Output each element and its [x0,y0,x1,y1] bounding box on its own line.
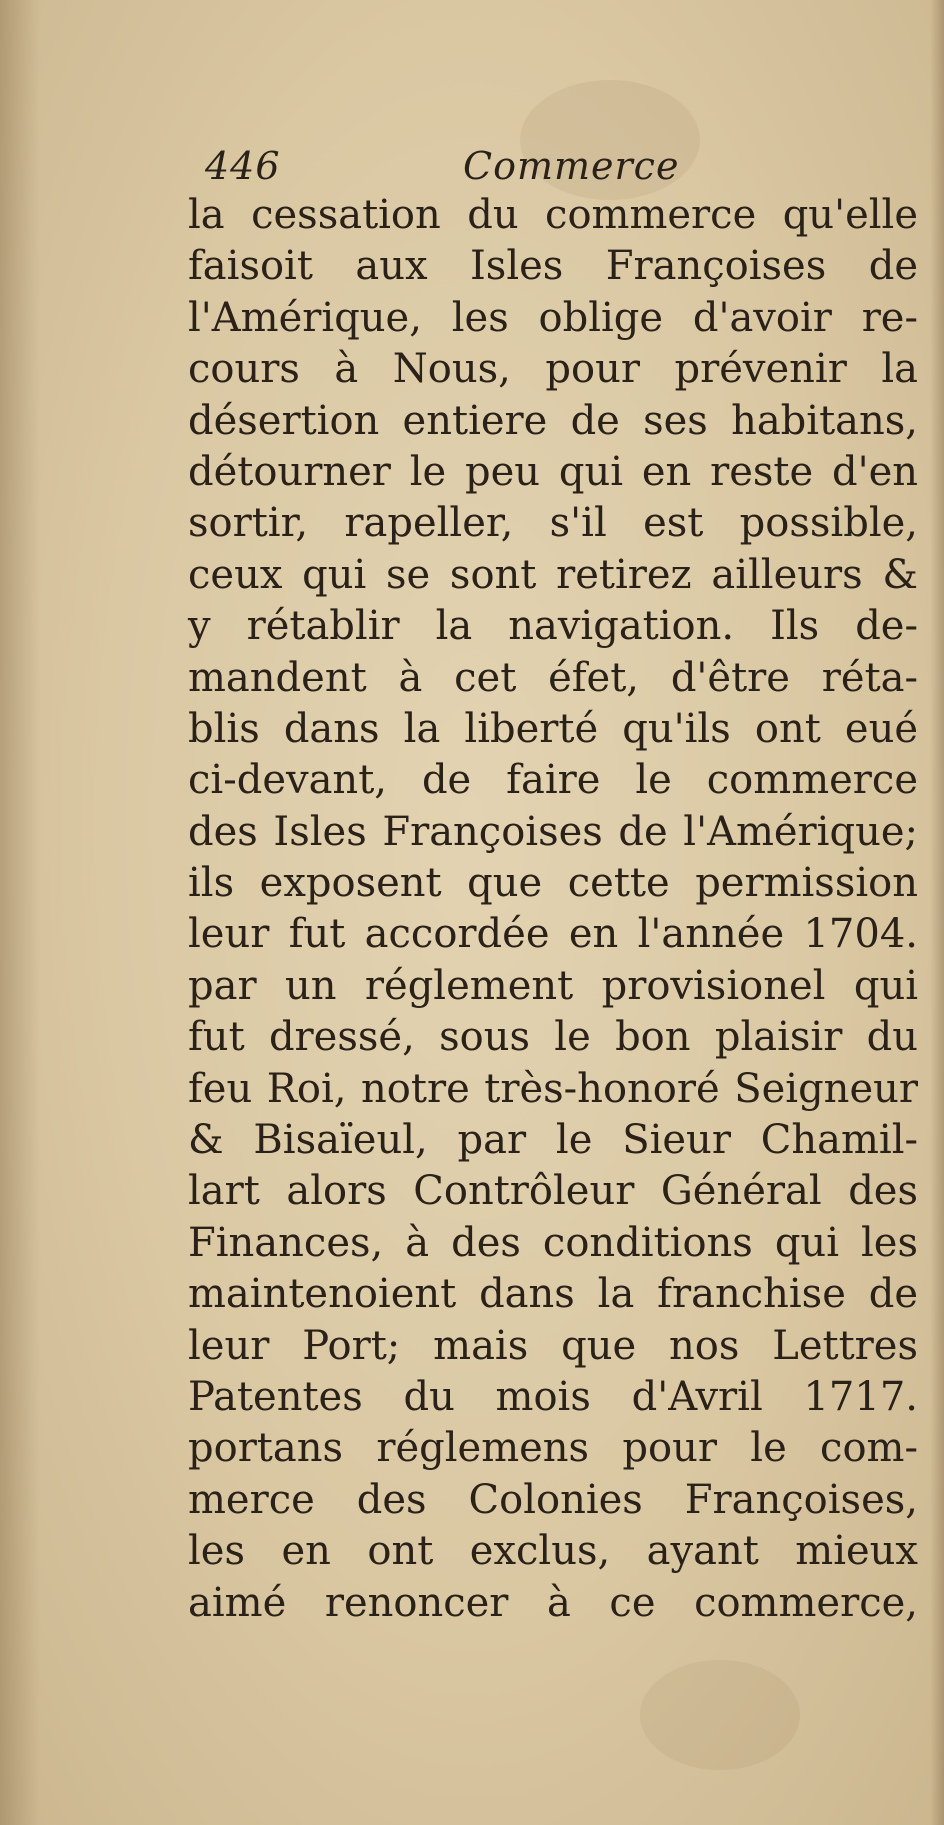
body-text [188,190,918,1629]
text-line: Finances, à des conditions qui les [188,1219,918,1266]
text-line: y rétablir la navigation. Ils de- [188,603,918,650]
text-line: sortir, rapeller, s'il est possible, [188,500,918,547]
text-line: ils exposent que cette permission [188,860,918,907]
binding-shadow [0,0,40,1825]
text-line: faisoit aux Isles Françoises de [188,243,918,290]
text-line: les en ont exclus, ayant mieux [188,1528,918,1575]
text-line: fut dressé, sous le bon plaisir du [188,1014,918,1061]
text-line: la cessation du commerce qu'elle [188,192,918,238]
text-line: feu Roi, notre très-honoré Seigneur [188,1065,918,1112]
text-line: leur Port; mais que nos Lettres [188,1322,918,1369]
page-number: 446 [205,144,281,188]
text-line: blis dans la liberté qu'ils ont eué [188,705,918,752]
paper-stain [640,1660,800,1770]
text-line: merce des Colonies Françoises, [188,1476,918,1523]
text-line: leur fut accordée en l'année 1704. [188,911,918,958]
text-line: l'Amérique, les oblige d'avoir re- [188,294,918,341]
text-line: aimé renoncer à ce commerce, [188,1579,918,1626]
page-header [205,144,725,192]
text-line: désertion entiere de ses habitans, [188,397,918,444]
text-line: ceux qui se sont retirez ailleurs & [188,551,918,598]
text-line: détourner le peu qui en reste d'en [188,448,918,495]
text-line: ci-devant, de faire le commerce [188,757,918,804]
text-line: lart alors Contrôleur Général des [188,1168,918,1215]
text-line: mandent à cet éfet, d'être réta- [188,654,918,701]
text-line: & Bisaïeul, par le Sieur Chamil- [188,1117,918,1164]
text-line: portans réglemens pour le com- [188,1425,918,1472]
text-line: des Isles Françoises de l'Amérique; [188,808,918,855]
text-line: cours à Nous, pour prévenir la [188,346,918,393]
running-head: Commerce [463,144,680,188]
text-line: Patentes du mois d'Avril 1717. [188,1373,918,1420]
text-line: maintenoient dans la franchise de [188,1271,918,1318]
text-line: par un réglement provisionel qui [188,962,918,1009]
page-edge [930,0,944,1825]
